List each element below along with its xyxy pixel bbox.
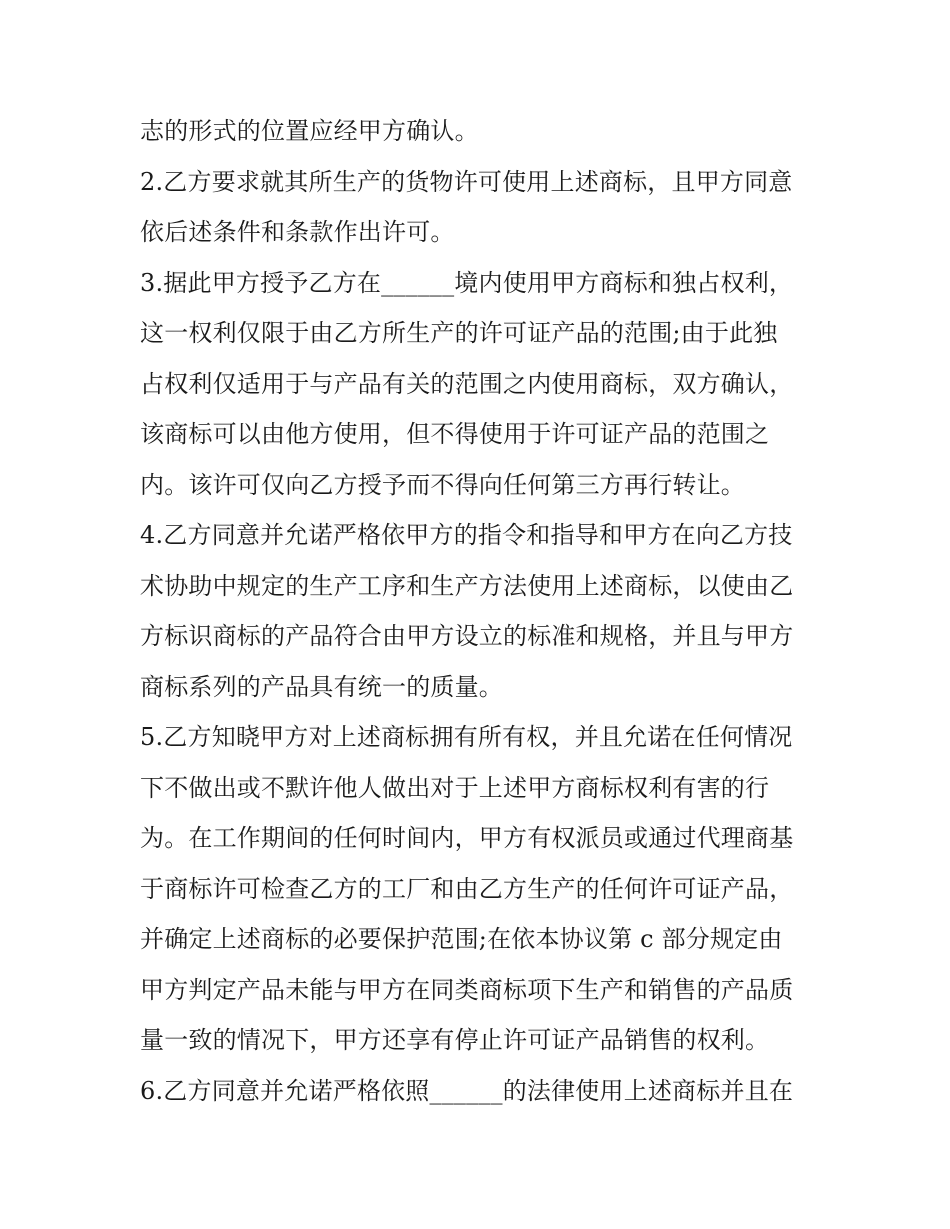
text-line: 术协助中规定的生产工序和生产方法使用上述商标，以使由乙 (140, 571, 794, 600)
text-line: 5.乙方知晓甲方对上述商标拥有所有权，并且允诺在任何情况 (140, 723, 793, 751)
text-line: 2.乙方要求就其所生产的货物许可使用上述商标，且甲方同意 (140, 167, 793, 196)
text-line: 商标系列的产品具有统一的质量。 (140, 672, 503, 701)
document-body (140, 106, 830, 1116)
text-line: 内。该许可仅向乙方授予而不得向任何第三方再行转让。 (140, 470, 745, 499)
text-line: 该商标可以由他方使用，但不得使用于许可证产品的范围之 (140, 420, 770, 448)
text-line: 3.据此甲方授予乙方在______境内使用甲方商标和独占权利， (140, 268, 794, 297)
text-line: 下不做出或不默许他人做出对于上述甲方商标权利有害的行 (140, 773, 770, 802)
text-line: 6.乙方同意并允诺严格依照______的法律使用上述商标并且在 (140, 1076, 794, 1105)
text-line: 并确定上述商标的必要保护范围;在依本协议第 c 部分规定由 (140, 925, 783, 953)
text-line: 志的形式的位置应经甲方确认。 (140, 117, 479, 145)
text-line: 4.乙方同意并允诺严格依甲方的指令和指导和甲方在向乙方技 (140, 521, 793, 549)
text-line: 依后述条件和条款作出许可。 (140, 218, 455, 246)
text-line: 方标识商标的产品符合由甲方设立的标准和规格，并且与甲方 (140, 622, 794, 650)
text-line: 甲方判定产品未能与甲方在同类商标项下生产和销售的产品质 (140, 975, 794, 1004)
text-line: 为。在工作期间的任何时间内，甲方有权派员或通过代理商基 (140, 824, 794, 852)
text-line: 于商标许可检查乙方的工厂和由乙方生产的任何许可证产品， (140, 874, 794, 903)
text-line: 这一权利仅限于由乙方所生产的许可证产品的范围;由于此独 (140, 319, 778, 347)
text-line: 占权利仅适用于与产品有关的范围之内使用商标，双方确认， (140, 369, 794, 398)
text-line: 量一致的情况下，甲方还享有停止许可证产品销售的权利。 (140, 1026, 770, 1054)
